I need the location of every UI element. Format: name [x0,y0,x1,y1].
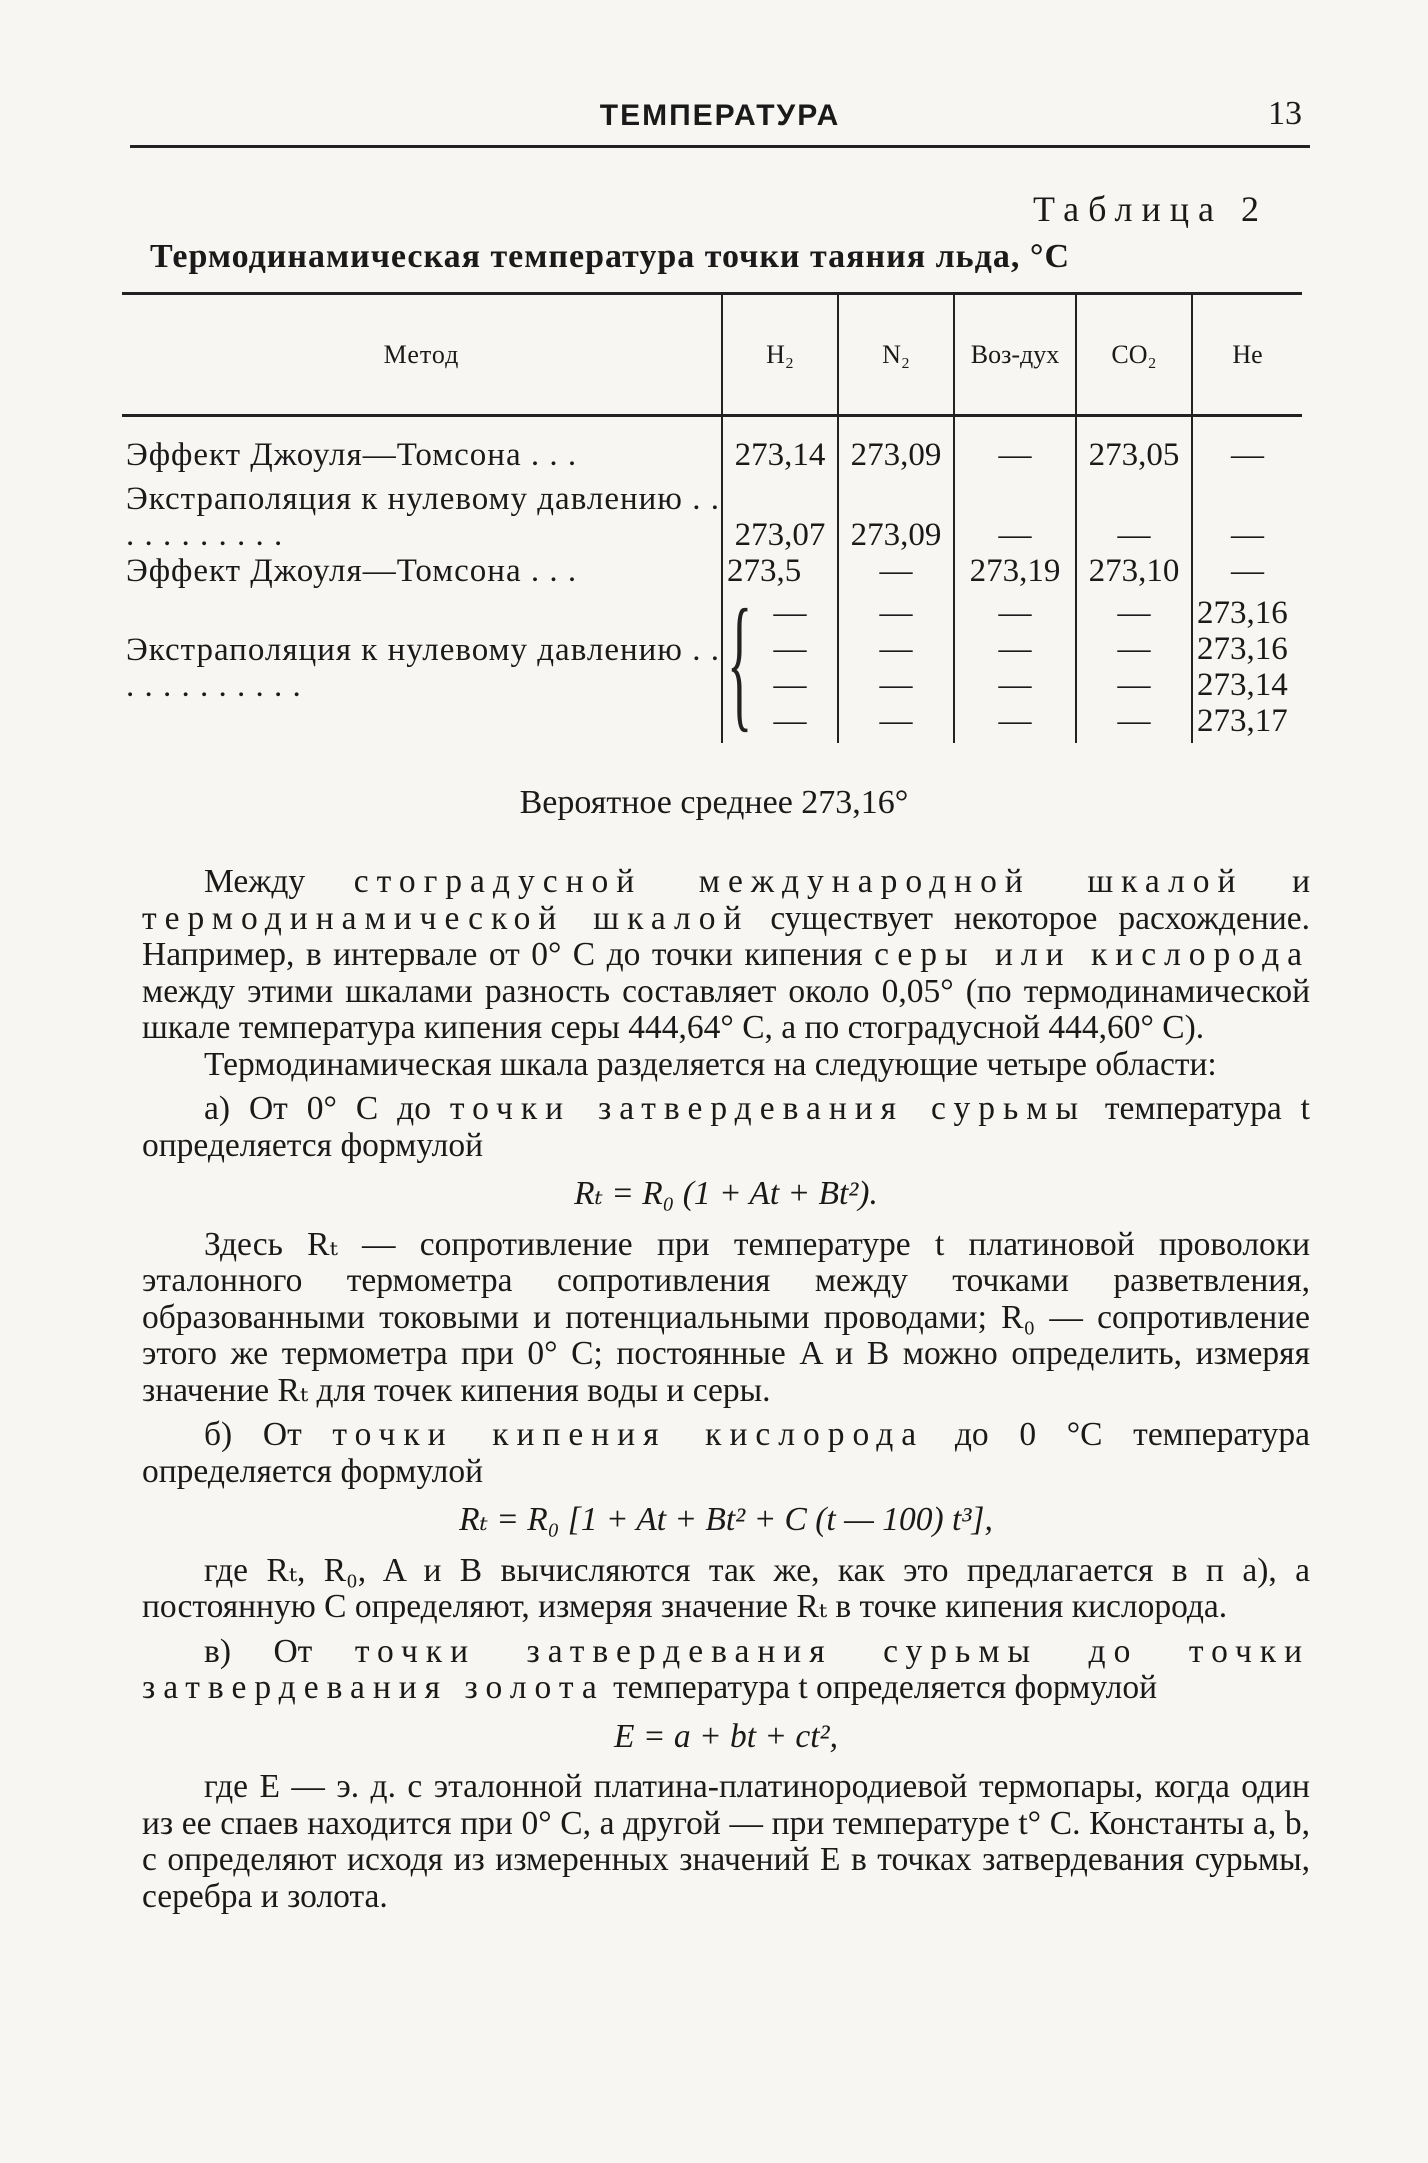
table-row [122,553,1302,593]
group-dash: — [879,703,913,739]
cell-co2-group [1076,593,1192,743]
paragraph [142,1091,1310,1164]
spaced-term: точки затвердевания сурьмы до точки затвердевания золота [142,1632,1311,1706]
formula-b: Rₜ = R₀ [1 + At + Bt² + C (t — 100) t³], [459,1501,993,1538]
cell-air: 273,19 [954,553,1076,593]
row-method: Экстраполяция к нулевому давлению . . . . . . . . . . . . [126,632,720,704]
column-header-he: He [1192,294,1302,416]
spaced-term: стоградусной международной шкалой [353,863,1244,900]
group-dash: — [1117,631,1151,667]
page-number: 13 [1268,95,1302,132]
table-label: Таблица 2 [1033,189,1268,229]
cell-n2-group [838,593,954,743]
table-caption: Термодинамическая температура точки таяния льда, °С [150,238,1071,275]
cell-he: — [1192,481,1302,553]
cell-air-group [954,593,1076,743]
column-header-co2: CO₂ [1076,294,1192,416]
text-run: температура t определяется формулой [142,1090,1310,1164]
table-row [122,481,1302,553]
he-value: 273,14 [1197,667,1288,703]
group-dash: — [1117,703,1151,739]
cell-n2: 273,09 [838,481,954,553]
running-header [130,95,1310,148]
table-row [122,437,1302,481]
group-dash: — [998,595,1032,631]
group-dash: — [879,631,913,667]
body-text [142,864,1310,1915]
paragraph: где E — э. д. с эталонной платина-платинородиевой термопары, когда один из ее спаев находится при 0° С, а другой — при температуре t° С. Константы a, b, c определяют исходя из измеренных значений E в точках затвердевания сурьмы, серебра и золота. [142,1768,1310,1915]
group-dash: — [773,667,807,703]
cell-h2: 273,5 [722,553,838,593]
table-row-group [122,593,1302,743]
text-run: до 0 °С температура определяется формулой [142,1416,1310,1490]
probable-mean: Вероятное среднее 273,16° [519,784,909,821]
cell-n2: 273,09 [838,437,954,481]
paragraph [142,864,1310,1047]
text-run: б) От [204,1416,302,1453]
group-dash: — [879,667,913,703]
text-run: Между [204,863,306,900]
cell-he: — [1192,553,1302,593]
cell-n2: — [838,553,954,593]
table-header-row [122,294,1302,416]
group-dash: — [998,667,1032,703]
text-run: температура t определяется формулой [613,1669,1158,1706]
text-run: существует некоторое расхождение. Например, в интервале от 0° С до точки кипения [142,899,1310,973]
row-method: Эффект Джоуля—Томсона . . . [126,437,578,473]
ice-point-table [122,292,1302,743]
formula-a: Rₜ = R₀ (1 + At + Bt²). [574,1175,878,1212]
cell-co2: 273,10 [1076,553,1192,593]
spaced-term: термодинамической шкалой [142,899,750,937]
he-value: 273,16 [1197,595,1288,631]
cell-he-group [1192,593,1302,743]
paragraph: Термодинамическая шкала разделяется на следующие четыре области: [204,1045,1217,1083]
paragraph: где Rₜ, R₀, A и B вычисляются так же, как это предлагается в п а), а постоянную C определяют, измеряя значение Rₜ в точке кипения кислорода. [142,1551,1310,1625]
group-dash: — [773,703,807,739]
group-dash: — [773,595,807,631]
column-header-air: Воз-дух [954,294,1076,416]
cell-co2: — [1076,481,1192,553]
group-dash: — [879,595,913,631]
cell-co2: 273,05 [1076,437,1192,481]
cell-h2: 273,14 [722,437,838,481]
he-value: 273,17 [1197,703,1288,739]
column-header-h2: H₂ [722,294,838,416]
paragraph [142,1417,1310,1490]
he-value: 273,16 [1197,631,1288,667]
column-header-method: Метод [383,339,460,369]
spaced-term: точки кипения кислорода [332,1416,925,1453]
cell-air: — [954,481,1076,553]
cell-h2: 273,07 [722,481,838,553]
cell-air: — [954,437,1076,481]
spaced-term: серы или кислорода [874,936,1311,973]
text-run: и [1292,863,1311,900]
formula-c: E = a + bt + ct², [614,1717,838,1755]
running-title: ТЕМПЕРАТУРА [599,99,841,132]
cell-he: — [1192,437,1302,481]
cell-h2-group [722,579,838,745]
text-run: между этими шкалами разность составляет около 0,05° (по термодинамической шкале температура кипения серы 444,64° С, а по стоградусной 444,60° С). [142,972,1310,1046]
group-dash: — [1117,667,1151,703]
group-dash: — [773,631,807,667]
row-method: Эффект Джоуля—Томсона . . . [126,553,578,589]
group-dash: — [1117,595,1151,631]
text-run: а) От 0° С до [204,1090,431,1127]
brace-icon: { [727,579,753,745]
paragraph: Здесь Rₜ — сопротивление при температуре t платиновой проволоки эталонного термометра сопротивления между точками разветвления, образованными токовыми и потенциальными проводами; R₀ — сопротивление этого же термометра при 0° С; постоянные A и B можно определить, измеряя значение Rₜ для точек кипения воды и серы. [142,1225,1310,1409]
paragraph [142,1634,1310,1707]
spaced-term: точки затвердевания сурьмы [449,1090,1086,1127]
column-header-n2: N₂ [838,294,954,416]
group-dash: — [998,631,1032,667]
text-run: в) От [204,1632,313,1670]
group-dash: — [998,703,1032,739]
row-method: Экстраполяция к нулевому давлению . . . . . . . . . . . [126,481,720,553]
